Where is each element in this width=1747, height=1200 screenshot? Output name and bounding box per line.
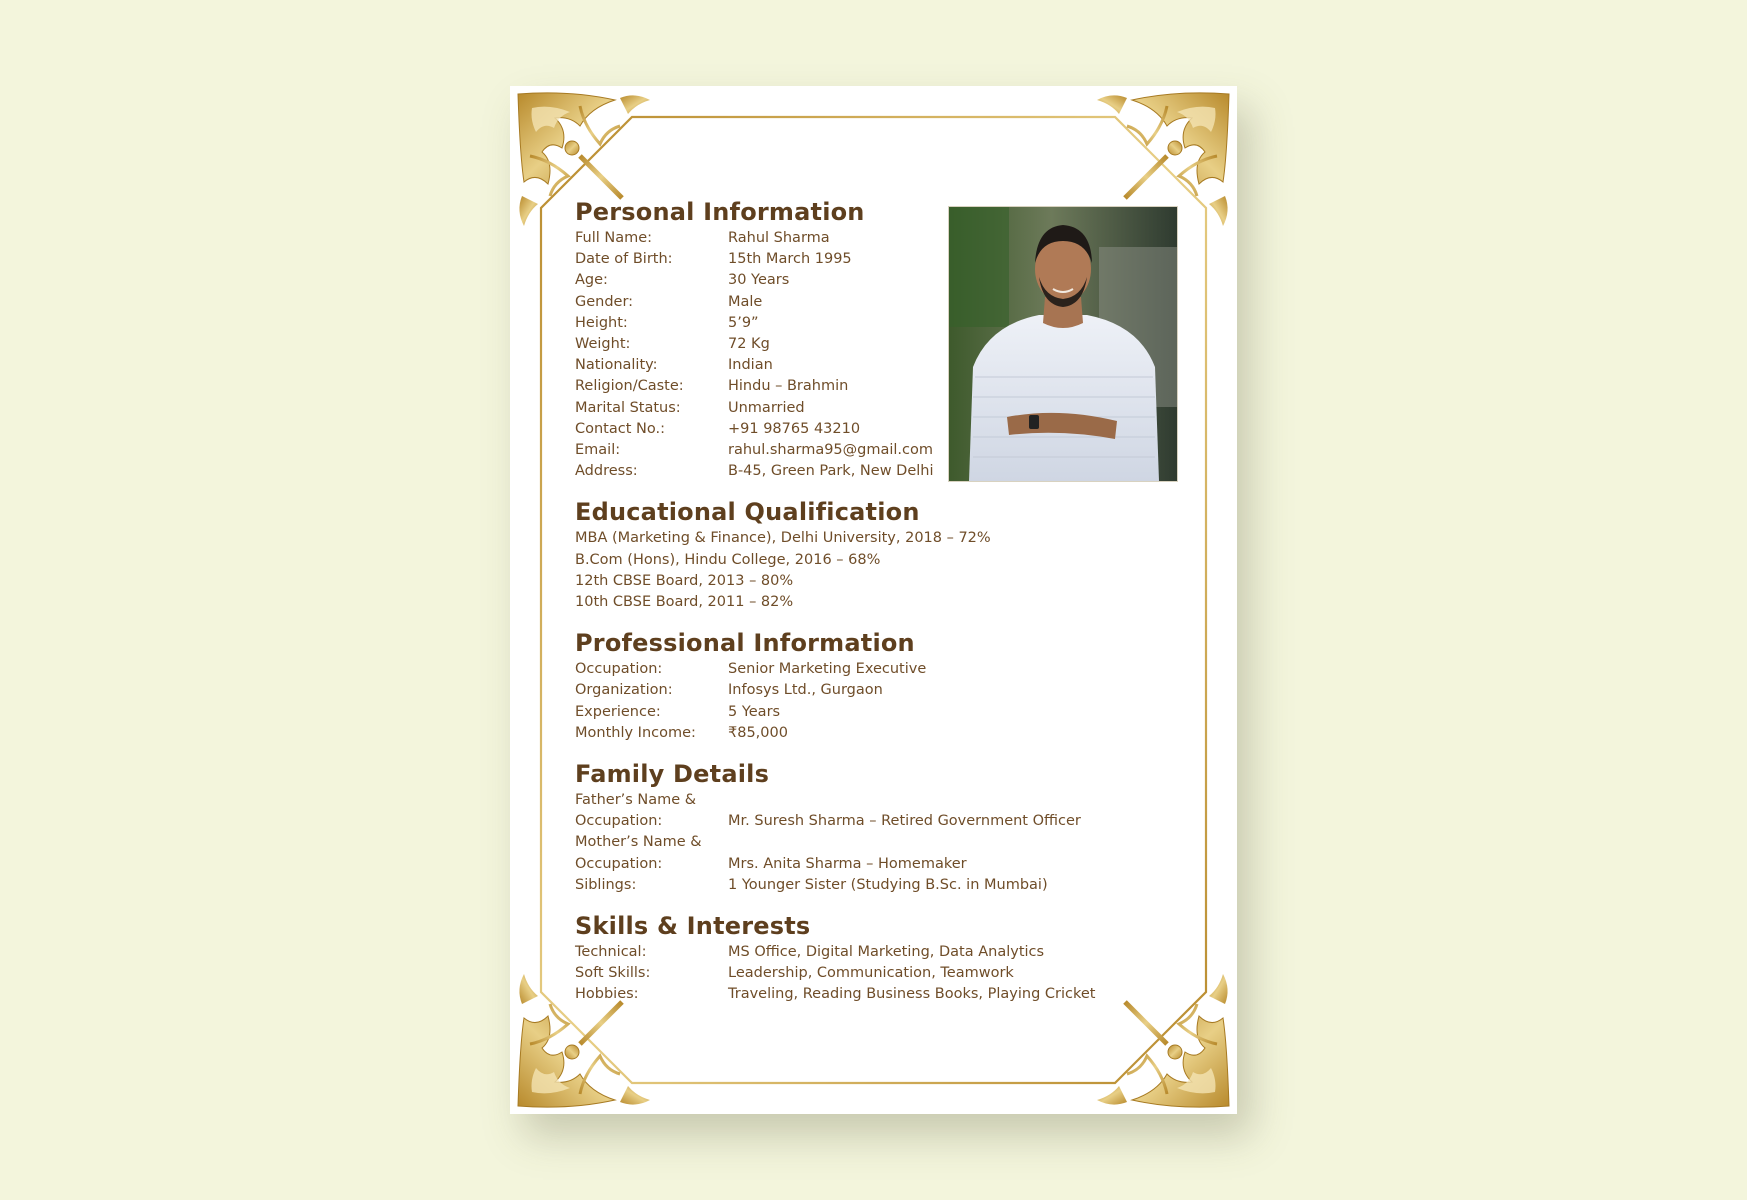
row-email [575, 440, 1175, 461]
row-father-occupation [575, 811, 1175, 832]
row-occupation [575, 659, 1175, 680]
field-value: 15th March 1995 [728, 251, 852, 268]
field-label: Monthly Income: [575, 724, 696, 741]
field-label: Soft Skills: [575, 965, 651, 982]
field-label: Experience: [575, 703, 661, 720]
field-label: Mother’s Name & [575, 834, 702, 851]
row-height [575, 313, 1175, 334]
row-marital-status [575, 398, 1175, 419]
field-label: Hobbies: [575, 986, 639, 1003]
field-value: Rahul Sharma [728, 230, 830, 246]
section-professional-information [575, 629, 1175, 744]
row-organization [575, 680, 1175, 701]
row-gender [575, 292, 1175, 313]
field-value: 72 Kg [728, 336, 770, 353]
field-value: rahul.sharma95@gmail.com [728, 442, 934, 459]
field-value: Senior Marketing Executive [728, 661, 927, 678]
field-value: 5’9” [728, 314, 759, 331]
row-weight [575, 334, 1175, 355]
section-title-personal: Personal Information [575, 198, 865, 226]
field-label: Technical: [575, 944, 647, 961]
row-age [575, 270, 1175, 291]
field-value: 5 Years [728, 703, 781, 720]
field-label: Age: [575, 272, 608, 289]
education-item: B.Com (Hons), Hindu College, 2016 – 68% [575, 551, 881, 568]
field-value: 30 Years [728, 272, 790, 289]
row-monthly-income [575, 723, 1175, 744]
field-label: Full Name: [575, 230, 653, 246]
row-address [575, 461, 1175, 482]
row-siblings [575, 875, 1175, 896]
field-value: Mr. Suresh Sharma – Retired Government Officer [728, 813, 1081, 830]
section-title-family: Family Details [575, 760, 770, 789]
field-label: Siblings: [575, 876, 637, 893]
biodata-sheet [510, 86, 1237, 1114]
section-skills-interests [575, 912, 1175, 1006]
field-value: MS Office, Digital Marketing, Data Analytics [728, 944, 1045, 961]
field-label: Contact No.: [575, 420, 665, 437]
section-educational-qualification [575, 498, 1175, 613]
row-full-name [575, 228, 1175, 249]
field-value: B-45, Green Park, New Delhi [728, 463, 934, 480]
field-value: Leadership, Communication, Teamwork [728, 965, 1014, 982]
field-label: Gender: [575, 293, 634, 310]
biodata-content [575, 198, 1175, 1022]
field-value: Male [728, 293, 763, 310]
field-label: Height: [575, 314, 628, 331]
field-label: Date of Birth: [575, 251, 673, 268]
section-family-details [575, 760, 1175, 896]
row-nationality [575, 355, 1175, 376]
row-religion-caste [575, 376, 1175, 397]
row-contact-no [575, 419, 1175, 440]
field-label: Weight: [575, 336, 631, 353]
field-label: Occupation: [575, 813, 663, 830]
row-soft-skills [575, 963, 1175, 984]
section-title-education: Educational Qualification [575, 498, 920, 527]
field-value: Hindu – Brahmin [728, 378, 849, 395]
field-value: +91 98765 43210 [728, 420, 861, 437]
row-hobbies [575, 984, 1175, 1005]
section-title-professional: Professional Information [575, 629, 915, 658]
field-label: Religion/Caste: [575, 378, 684, 395]
field-label: Marital Status: [575, 399, 681, 416]
field-label: Organization: [575, 682, 673, 699]
field-value: Infosys Ltd., Gurgaon [728, 682, 883, 699]
row-technical [575, 942, 1175, 963]
row-date-of-birth [575, 249, 1175, 270]
field-label: Occupation: [575, 661, 663, 678]
field-value: 1 Younger Sister (Studying B.Sc. in Mumbai) [728, 876, 1048, 893]
field-label: Email: [575, 442, 621, 459]
row-mother-occupation [575, 854, 1175, 875]
field-value: Indian [728, 357, 773, 374]
row-experience [575, 702, 1175, 723]
field-value: Mrs. Anita Sharma – Homemaker [728, 855, 967, 872]
field-label: Nationality: [575, 357, 658, 374]
field-value: Unmarried [728, 399, 805, 416]
field-label: Father’s Name & [575, 792, 697, 809]
section-title-skills: Skills & Interests [575, 912, 811, 941]
field-value: Traveling, Reading Business Books, Playing Cricket [728, 986, 1096, 1003]
field-label: Address: [575, 463, 638, 480]
education-item: 10th CBSE Board, 2011 – 82% [575, 594, 794, 611]
education-item: MBA (Marketing & Finance), Delhi University, 2018 – 72% [575, 530, 991, 547]
row-mother-label [575, 832, 1175, 853]
education-item: 12th CBSE Board, 2013 – 80% [575, 572, 794, 589]
section-personal-information [575, 198, 1175, 482]
field-label: Occupation: [575, 855, 663, 872]
row-father-label [575, 790, 1175, 811]
field-value: ₹85,000 [728, 724, 788, 741]
